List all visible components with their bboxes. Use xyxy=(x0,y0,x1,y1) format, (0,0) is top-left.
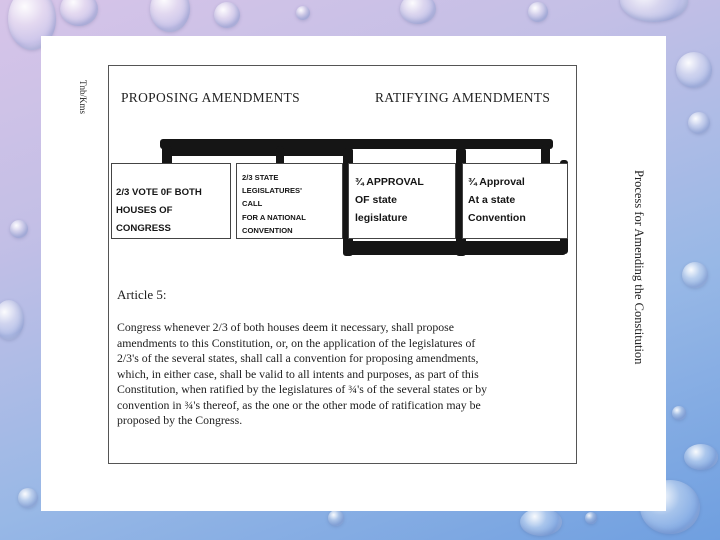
water-droplet xyxy=(60,0,98,26)
article-line: Constitution, when ratified by the legislatures of ¾'s of the several states or by xyxy=(117,382,488,396)
water-droplet xyxy=(688,112,710,134)
water-droplet xyxy=(520,508,562,536)
article-title: Article 5: xyxy=(117,287,167,302)
article-line: 2/3's of the several states, shall call a convention for proposing amendments, xyxy=(117,351,479,365)
state-legislatures-call-box: 2/3 STATE LEGISLATURES' CALL FOR A NATIONAL CONVENTION xyxy=(236,163,343,239)
state-legislature-approval-box: ¾ APPROVAL OF state legislature xyxy=(348,163,456,239)
water-droplet xyxy=(672,406,686,420)
congress-vote-box: 2/3 VOTE 0F BOTH HOUSES OF CONGRESS xyxy=(111,163,231,239)
water-droplet xyxy=(620,0,688,22)
water-droplet xyxy=(676,52,712,88)
water-droplet xyxy=(400,0,436,24)
water-droplet xyxy=(18,488,38,508)
water-droplet xyxy=(528,2,548,22)
article-line: convention in ¾'s thereof, as the one or the other mode of ratification may be xyxy=(117,397,481,412)
water-droplet xyxy=(150,0,190,32)
article-text xyxy=(117,320,572,429)
ratifying-header: RATIFYING AMENDMENTS xyxy=(375,90,551,105)
article-line: which, in either case, shall be valid to all intents and purposes, as part of this xyxy=(117,366,479,381)
water-droplet xyxy=(214,2,240,28)
article-line: proposed by the Congress. xyxy=(117,413,243,427)
vertical-title: Process for Amending the Constitution xyxy=(632,170,646,365)
side-annotation: Tnb/Kms xyxy=(78,80,88,115)
water-droplet xyxy=(682,262,708,288)
water-droplet xyxy=(296,6,310,20)
water-droplet xyxy=(0,300,24,340)
water-droplet xyxy=(585,512,597,524)
state-convention-approval-box: ¾ Approval At a state Convention xyxy=(462,163,568,239)
article-line: Congress whenever 2/3 of both houses deem it necessary, shall propose xyxy=(117,320,455,334)
water-droplet xyxy=(328,510,344,526)
water-droplet xyxy=(10,220,28,238)
proposing-header: PROPOSING AMENDMENTS xyxy=(121,90,300,105)
connector-bar xyxy=(163,148,353,156)
water-droplet xyxy=(684,444,718,470)
connector-bar xyxy=(346,241,566,255)
article-line: amendments to this Constitution, or, on the application of the legislatures of xyxy=(117,335,476,350)
